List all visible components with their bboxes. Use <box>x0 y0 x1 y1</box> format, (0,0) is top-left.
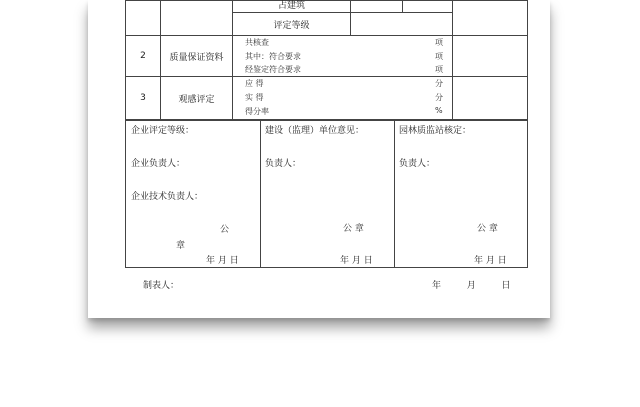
detail-line: 其中：符合要求 <box>245 52 301 61</box>
supervision-signoff-cell <box>260 120 395 268</box>
date-text: 年 月 日 <box>340 256 373 266</box>
supervision-opinion-label: 建设（监理）单位意见： <box>265 126 365 136</box>
detail-unit: 项 <box>435 65 443 74</box>
footer-date: 年 月 日 <box>432 281 511 291</box>
grade-label: 评定等级 <box>273 20 310 31</box>
row-item: 质量保证资料 <box>169 52 224 63</box>
seal-text: 章 <box>176 241 186 251</box>
detail-line: 共核查 <box>245 38 269 47</box>
detail-unit: % <box>435 106 443 115</box>
row-number-cell <box>125 35 161 77</box>
row-number: 2 <box>140 51 146 61</box>
detail-unit: 分 <box>435 93 443 102</box>
table-cell <box>452 76 528 120</box>
quality-station-head-label: 负责人： <box>399 159 436 169</box>
seal-text: 公 <box>220 225 230 235</box>
seal-text: 公 章 <box>477 224 498 234</box>
enterprise-tech-head-label: 企业技术负责人： <box>131 192 204 202</box>
date-text: 年 月 日 <box>206 256 239 266</box>
detail-unit: 分 <box>435 79 443 88</box>
detail-line: 经鉴定符合要求 <box>245 65 301 74</box>
row-item-cell <box>160 76 233 120</box>
enterprise-grade-label: 企业评定等级： <box>131 126 195 136</box>
subtotal-label: 占建筑 <box>277 1 305 11</box>
table-maker-label: 制表人： <box>143 281 180 291</box>
quality-station-label: 园林质监站核定： <box>399 126 472 136</box>
detail-line: 应 得 <box>245 79 264 88</box>
row-number-cell <box>125 76 161 120</box>
detail-line: 实 得 <box>245 93 264 102</box>
row-item: 观感评定 <box>178 94 215 105</box>
enterprise-signoff-cell <box>125 120 261 268</box>
seal-text: 公 章 <box>343 224 364 234</box>
table-cell <box>452 0 528 36</box>
table-cell <box>160 0 233 36</box>
supervision-head-label: 负责人： <box>265 159 302 169</box>
detail-unit: 项 <box>435 38 443 47</box>
top-table <box>125 0 528 120</box>
table-cell <box>125 0 161 36</box>
quality-station-signoff-cell <box>394 120 528 268</box>
date-text: 年 月 日 <box>474 256 507 266</box>
enterprise-head-label: 企业负责人： <box>131 159 186 169</box>
grade-value-cell <box>350 12 453 36</box>
row-item-cell <box>160 35 233 77</box>
detail-line: 得分率 <box>245 107 269 116</box>
detail-unit: 项 <box>435 52 443 61</box>
row-number: 3 <box>140 93 146 103</box>
table-cell <box>452 35 528 77</box>
grade-label-cell <box>232 12 351 36</box>
